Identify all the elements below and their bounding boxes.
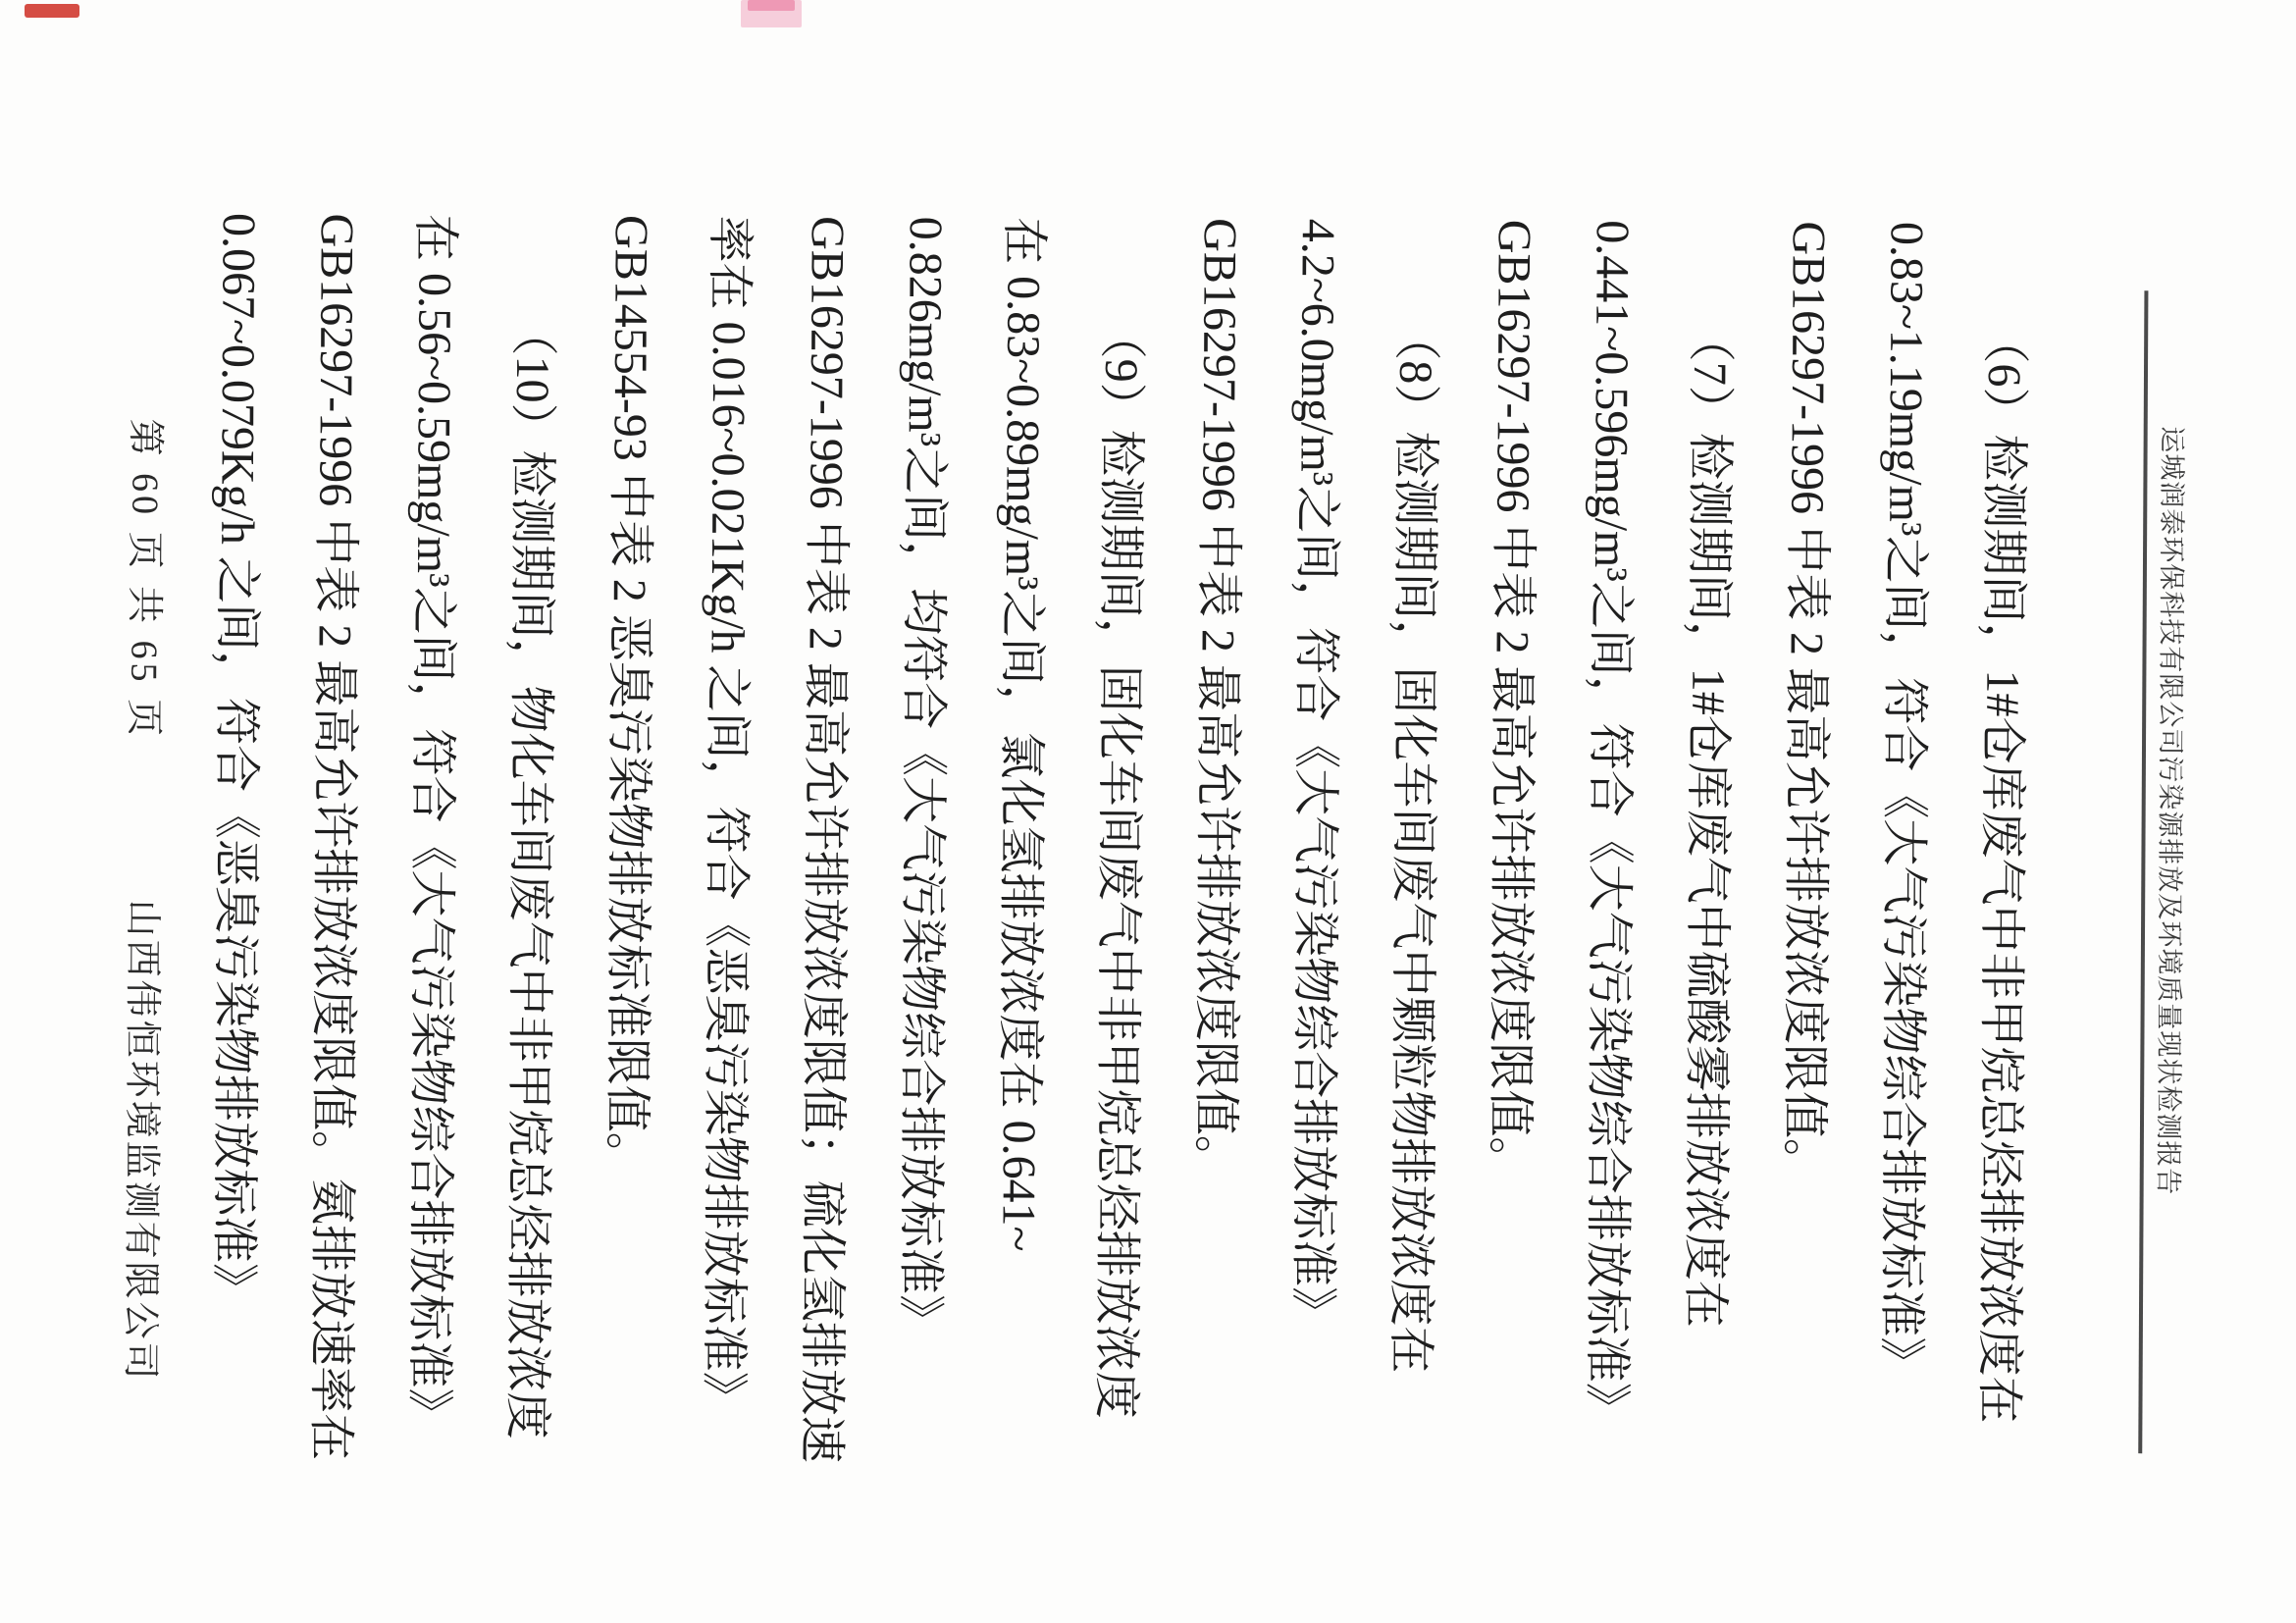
monitoring-company-name: 山西伟恒环境监测有限公司 <box>119 899 164 1383</box>
text-line: （7）检测期间，1#仓库废气中硫酸雾排放浓度在 <box>1678 314 1737 1329</box>
text-line: （8）检测期间，固化车间废气中颗粒物排放浓度在 <box>1383 313 1442 1374</box>
red-scan-mark <box>25 4 79 18</box>
report-body <box>183 212 2054 1463</box>
text-line: 0.441~0.596mg/m³之间，符合《大气污染物综合排放标准》 <box>1580 220 1639 1430</box>
text-line: 在 0.83~0.89mg/m³之间，氯化氢排放浓度在 0.641~ <box>992 217 1050 1252</box>
text-line: 0.826mg/m³之间，均符合《大气污染物综合排放标准》 <box>893 216 952 1342</box>
page-footer <box>111 0 179 1612</box>
text-line: GB16297-1996 中表 2 最高允许排放浓度限值；硫化氢排放速 <box>795 216 854 1463</box>
text-line: 0.067~0.079Kg/h 之间，符合《恶臭污染物排放标准》 <box>206 212 265 1311</box>
page-number: 第 60 页 共 65 页 <box>123 418 166 741</box>
text-line: GB16297-1996 中表 2 最高允许排放浓度限值。 <box>1777 221 1835 1186</box>
text-line: （9）检测期间，固化车间废气中非甲烷总烃排放浓度 <box>1089 311 1148 1419</box>
text-line: （6）检测期间，1#仓库废气中非甲烷总烃排放浓度在 <box>1972 316 2031 1424</box>
text-line: （10）检测期间，物化车间废气中非甲烷总烃排放浓度 <box>500 308 559 1440</box>
text-line: 率在 0.016~0.021Kg/h 之间，符合《恶臭污染物排放标准》 <box>697 215 756 1419</box>
header-underline <box>2138 290 2148 1453</box>
text-line: GB16297-1996 中表 2 最高允许排放浓度限值。氨排放速率在 <box>304 213 363 1461</box>
text-line: GB16297-1996 中表 2 最高允许排放浓度限值。 <box>1188 218 1246 1183</box>
text-line: 在 0.56~0.59mg/m³之间，符合《大气污染物综合排放标准》 <box>402 213 461 1436</box>
text-line: GB16297-1996 中表 2 最高允许排放浓度限值。 <box>1483 219 1540 1184</box>
text-line: 4.2~6.0mg/m³之间，符合《大气污染物综合排放标准》 <box>1285 218 1344 1335</box>
pink-scan-streak <box>748 0 795 11</box>
text-line: GB14554-93 中表 2 恶臭污染物排放标准限值。 <box>600 214 657 1179</box>
text-line: 0.83~1.19mg/m³之间，符合《大气污染物综合排放标准》 <box>1874 221 1933 1385</box>
report-header-title: 运城润泰环保科技有限公司污染源排放及环境质量现状检测报告 <box>2153 426 2187 1196</box>
